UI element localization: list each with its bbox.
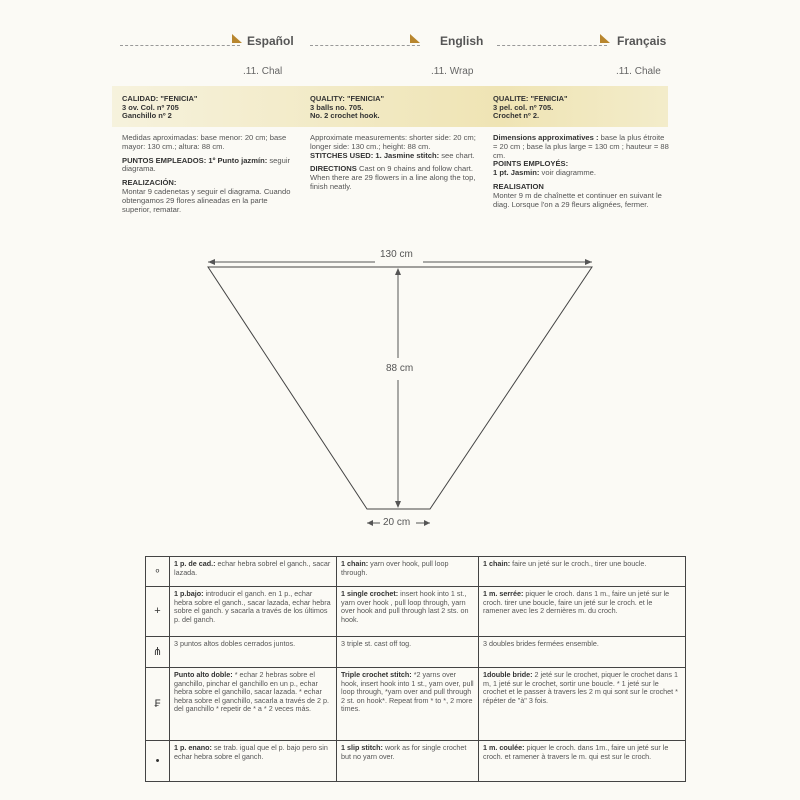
stitch-label: Triple crochet stitch: (341, 670, 412, 679)
stitch-text: faire un jeté sur le croch., tirer une boucle. (512, 559, 647, 568)
stitch-desc-es (170, 668, 337, 741)
stitch-text: * echar 2 hebras sobre el ganchillo, pinchar el ganchillo en un p., echar hebra sobre el ganchillo, sacar lazada. * echar hebra sobre el ganchillo, sacarla a través de 2 p. del ganchillo * repetir de * a * 2 veces más. (174, 670, 330, 714)
language-title: Español (247, 34, 294, 48)
arrow-icon (395, 268, 401, 275)
stitch-label: Punto alto doble: (174, 670, 233, 679)
stitch-symbol-icon: ₣ (146, 668, 170, 741)
stitch-desc-fr (479, 741, 686, 782)
stitch-text: 2 jeté sur le crochet, piquer le crochet dans 1 m, 1 jeté sur le crochet, sortir une boucle. * 1 jeté sur le crochet et le passer à travers les 2 m qui sont sur le crochet * répéter de "à" 3 fois. (483, 670, 678, 705)
stitch-desc-es (170, 587, 337, 637)
table-row (146, 741, 686, 782)
stitch-desc-fr (479, 587, 686, 637)
stitch-text: 3 triple st. cast off tog. (341, 639, 412, 648)
table-row (146, 637, 686, 668)
realization-text: Montar 9 cadenetas y seguir el diagrama. Cuando obtengamos 29 flores alineadas en la parte superior, rematar. (122, 186, 291, 214)
arrow-icon (395, 501, 401, 508)
quality-fr: QUALITE: "FENICIA" 3 pel. col. nº 705. Crochet nº 2. (493, 94, 568, 121)
bottom-dimension-label: 20 cm (383, 517, 411, 528)
stitches-text: see chart. (441, 150, 475, 160)
top-dimension-label: 130 cm (380, 249, 413, 260)
arrow-icon (424, 520, 430, 526)
height-dimension-label: 88 cm (386, 363, 414, 374)
directions-label: DIRECTIONS (310, 164, 357, 174)
stitch-desc-fr (479, 668, 686, 741)
section-ref: .11. Chale (616, 66, 661, 77)
directions-text: Cast on 9 chains and follow chart. When there are 29 flowers in a line along the top, finish neatly. (310, 164, 476, 191)
table-row (146, 587, 686, 637)
dims-label: Dimensions approximatives : (493, 133, 599, 142)
section-ref: .11. Chal (243, 66, 283, 77)
stitch-desc-en (337, 668, 479, 741)
section-ref: .11. Wrap (431, 66, 474, 77)
stitch-desc-en (337, 741, 479, 782)
stitch-label: 1 p. enano: (174, 743, 212, 752)
points-item-label: 1 pt. Jasmin: (493, 168, 540, 178)
stitch-label: 1 p.bajo: (174, 589, 204, 598)
stitch-symbol-icon: ∘ (146, 557, 170, 587)
arrow-icon (367, 520, 373, 526)
stitch-label: 1 m. coulée: (483, 743, 525, 752)
stitch-text: yarn over hook, pull loop through. (341, 559, 449, 577)
table-row (146, 668, 686, 741)
stitch-text: work as for single crochet but no yarn over. (341, 743, 467, 761)
stitch-desc-fr (479, 637, 686, 668)
stitch-desc-fr (479, 557, 686, 587)
stitch-label: 1 m. serrée: (483, 589, 524, 598)
realization-label: REALIZACIÓN: (122, 178, 177, 188)
stitch-text: introducir el ganch. en 1 p., echar hebra sobre el ganch., sacar lazada, echar hebra sobre el ganch. y sacarla a través de los últimos p. del ganch. (174, 589, 331, 624)
stitch-label: 1double bride: (483, 670, 533, 679)
stitches-label: PUNTOS EMPLEADOS: 1º Punto jazmín: (122, 155, 268, 165)
realisation-label: REALISATION (493, 181, 544, 191)
stitch-symbol-icon: ⋔ (146, 637, 170, 668)
arrow-icon (585, 259, 592, 265)
stitch-label: 1 p. de cad.: (174, 559, 216, 568)
table-row (146, 557, 686, 587)
stitch-label: 1 single crochet: (341, 589, 399, 598)
arrow-icon (208, 259, 215, 265)
stitch-text: 3 puntos altos dobles cerrados juntos. (174, 639, 296, 648)
stitch-symbol-icon: + (146, 587, 170, 637)
stitch-text: insert hook into 1 st., yarn over hook , pull loop through, yarn over hook and pull through last 2 sts. on hook. (341, 589, 469, 624)
stitches-label: STITCHES USED: 1. Jasmine stitch: (310, 150, 440, 160)
stitch-text: piquer le croch. dans 1m., faire un jeté sur le croch. et ramener à travers le m. qui est sur le croch. (483, 743, 669, 761)
stitch-text: se trab. igual que el p. bajo pero sin echar hebra sobre el ganch. (174, 743, 328, 761)
language-title: English (440, 34, 484, 48)
stitch-label: 1 slip stitch: (341, 743, 383, 752)
stitch-desc-en (337, 637, 479, 668)
dims-text: base la plus étroite = 20 cm ; base la plus large = 130 cm ; hauteur = 88 cm. (493, 133, 669, 160)
stitch-desc-en (337, 557, 479, 587)
stitch-label: 1 chain: (341, 559, 369, 568)
points-item-text: voir diagramme. (541, 168, 596, 178)
stitch-text: piquer le croch. dans 1 m., faire un jeté sur le croch. tirer une boucle, faire un jeté sur le croch. et le ramener avec les 2 dernières m. du croch. (483, 589, 670, 616)
stitch-desc-en (337, 587, 479, 637)
stitch-text: echar hebra sobrel el ganch., sacar lazada. (174, 559, 331, 577)
stitch-legend-table (145, 556, 686, 782)
stitch-text: *2 yarns over hook, insert hook into 1 st., yarn over, pull loop through, *yarn over and pull through 2 st. on hook*. Repeat from * to *, 2 more times. (341, 670, 474, 714)
measures-text: Approximate measurements: shorter side: 20 cm; longer side: 130 cm.; height: 88 cm. (310, 133, 476, 151)
quality-es: CALIDAD: "FENICIA" 3 ov. Col. nº 705 Ganchillo nº 2 (122, 94, 198, 121)
shawl-outline (208, 267, 592, 509)
stitch-desc-es (170, 637, 337, 668)
stitch-symbol-icon: • (146, 741, 170, 782)
stitch-text: 3 doubles brides fermées ensemble. (483, 639, 599, 648)
language-title: Français (617, 34, 667, 48)
measures-text: Medidas aproximadas: base menor: 20 cm; base mayor: 130 cm.; altura: 88 cm. (122, 133, 287, 151)
stitch-desc-es (170, 557, 337, 587)
points-label: POINTS EMPLOYÉS: (493, 159, 569, 169)
quality-en: QUALITY: "FENICIA" 3 balls no. 705. No. 2 crochet hook. (310, 94, 385, 121)
realisation-text: Monter 9 m de chaînette et continuer en suivant le diag. Lorsque l'on a 29 fleurs alignées, fermer. (493, 190, 662, 209)
stitch-label: 1 chain: (483, 559, 511, 568)
stitches-text: seguir diagrama. (122, 155, 291, 174)
stitch-desc-es (170, 741, 337, 782)
